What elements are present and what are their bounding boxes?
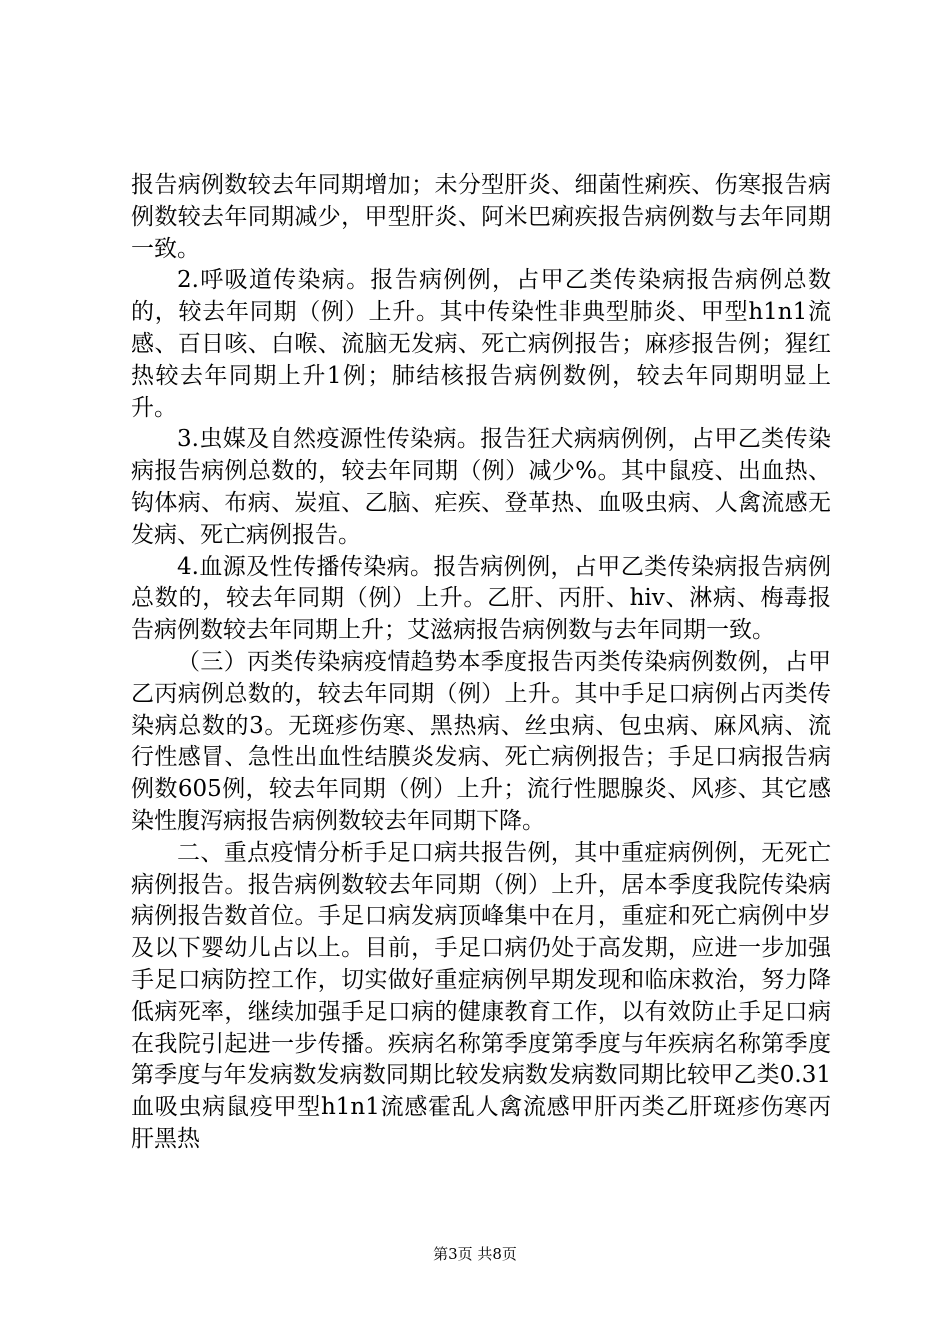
document-body (131, 170, 831, 1156)
paragraph-2: 2.呼吸道传染病。报告病例例，占甲乙类传染病报告病例总数的，较去年同期（例）上升。其中传染性非典型肺炎、甲型h1n1流感、百日咳、白喉、流脑无发病、死亡病例报告；麻疹报告例；猩红热较去年同期上升1例；肺结核报告病例数例，较去年同期明显上升。 (131, 267, 831, 421)
page-footer: 第3页 共8页 (433, 1245, 517, 1263)
paragraph-5: （三）丙类传染病疫情趋势本季度报告丙类传染病例数例，占甲乙丙病例总数的，较去年同期（例）上升。其中手足口病例占丙类传染病总数的3。无斑疹伤寒、黑热病、丝虫病、包虫病、麻风病、流行性感冒、急性出血性结膜炎发病、死亡病例报告；手足口病报告病例数605例，较去年同期（例）上升；流行性腮腺炎、风疹、其它感染性腹泻病报告病例数较去年同期下降。 (131, 648, 831, 834)
paragraph-3: 3.虫媒及自然疫源性传染病。报告狂犬病病例例，占甲乙类传染病报告病例总数的，较去年同期（例）减少%。其中鼠疫、出血热、钩体病、布病、炭疽、乙脑、疟疾、登革热、血吸虫病、人禽流感无发病、死亡病例报告。 (131, 426, 831, 548)
paragraph-1: 报告病例数较去年同期增加；未分型肝炎、细菌性痢疾、伤寒报告病例数较去年同期减少，甲型肝炎、阿米巴痢疾报告病例数与去年同期一致。 (131, 172, 831, 262)
paragraph-6: 二、重点疫情分析手足口病共报告例，其中重症病例例，无死亡病例报告。报告病例数较去年同期（例）上升，居本季度我院传染病病例报告数首位。手足口病发病顶峰集中在月，重症和死亡病例中岁及以下婴幼儿占以上。目前，手足口病仍处于高发期，应进一步加强手足口病防控工作，切实做好重症病例早期发现和临床救治，努力降低病死率，继续加强手足口病的健康教育工作，以有效防止手足口病在我院引起进一步传播。疾病名称第季度第季度与年疾病名称第季度第季度与年发病数发病数同期比较发病数发病数同期比较甲乙类0.31血吸虫病鼠疫甲型h1n1流感霍乱人禽流感甲肝丙类乙肝斑疹伤寒丙肝黑热 (131, 839, 831, 1152)
paragraph-4: 4.血源及性传播传染病。报告病例例，占甲乙类传染病报告病例总数的，较去年同期（例）上升。乙肝、丙肝、hiv、淋病、梅毒报告病例数较去年同期上升；艾滋病报告病例数与去年同期一致。 (131, 553, 831, 644)
